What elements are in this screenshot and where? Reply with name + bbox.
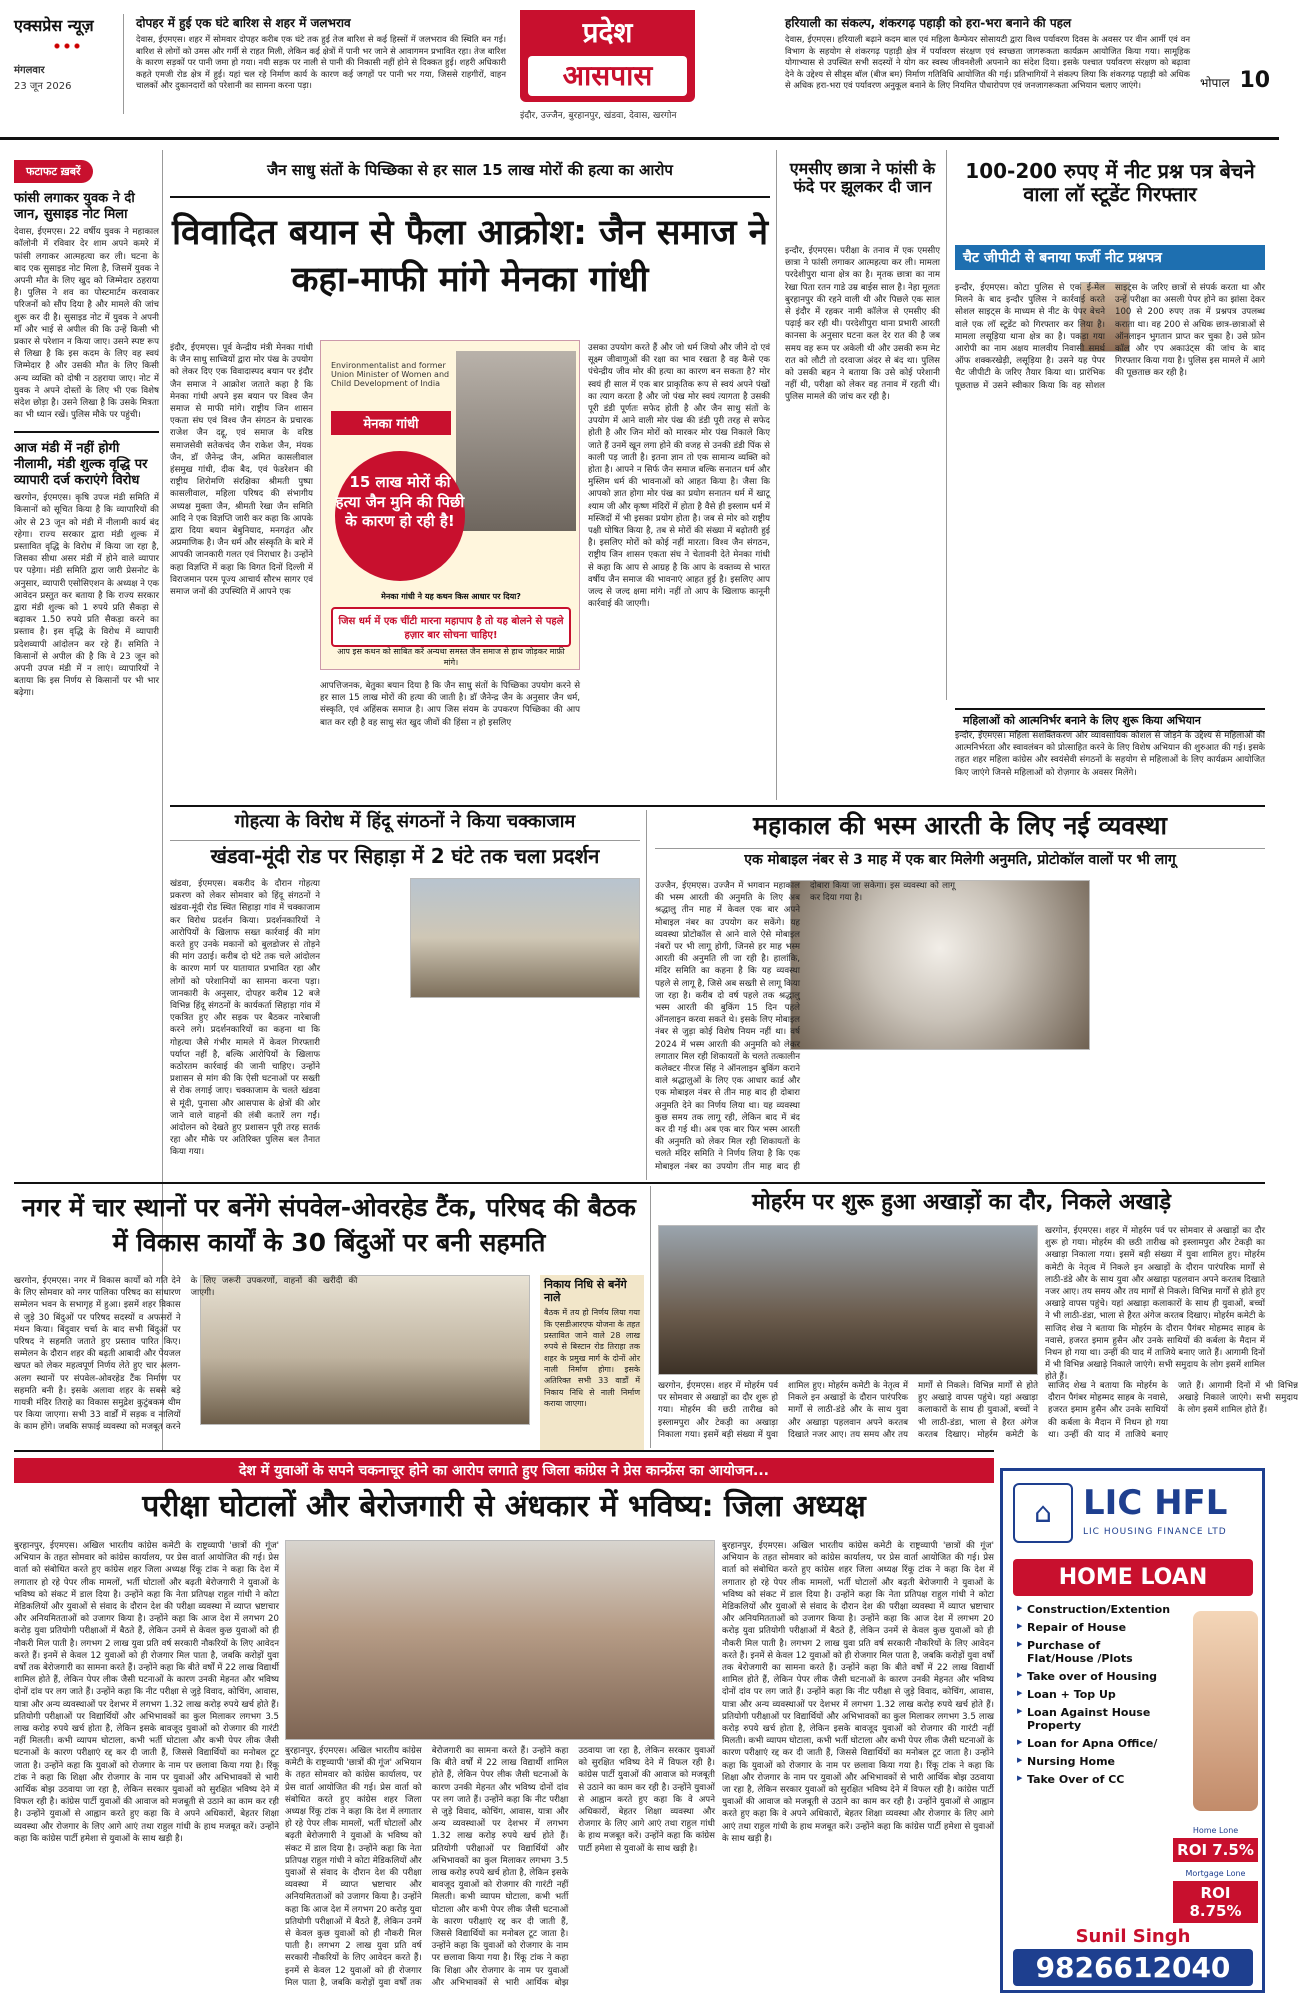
muharram-body-side: खरगोन, ईएमएस। शहर में मोहर्रम पर्व पर सोमवार से अखाड़ों का दौर शुरू हो गया। मोहर्रम की छठी तारीख को इस्लामपुरा और टेकड़ी का अखाड़ा निकाला गया। इसमें बड़ी संख्या में युवा शामिल हुए। मोहर्रम कमेटी के नेतृत्व में निकले इन अखाड़ों के दौरान पारंपरिक मार्गों से लाठी-डंडे और के साथ युवा और अखाड़ा पहलवान अपने करतब दिखाते नजर आए। तय समय और तय मार्गों से निकले। विभिन्न मार्गों से होते हुए अखाड़े वापस पहुंचे। यहां अखाड़ा कलाकारों के साथ ही युवाओं, बच्चों ने भी लाठी-डंडा, भाला से हैरत अंगेज करतब दिखाए। मोहर्रम कमेटी के साजिद शेख ने बताया कि मोहर्रम के दौरान पैगंबर मोहम्मद साहब के नवासे, हजरत इमाम हुसैन और उनके साथियों की कर्बला के मैदान में निधन हो गया था। उन्हीं की याद में ताजिये बनाए जाते हैं। आगामी दिनों में भी विभिन्न अखाड़े निकाले जाएंगे। सभी समुदाय के लोग इसमें शामिल होते हैं। bbox=[1045, 1226, 1265, 1383]
mahakal-headline: महाकाल की भस्म आरती के लिए नई व्यवस्था bbox=[753, 811, 1167, 840]
women-body: इन्दौर, ईएमएस। महिला सशक्तिकरण और व्यावसायिक कौशल से जोड़ने के उद्देश्य से महिलाओं की आत्मनिर्भरता और स्वावलंबन को प्रोत्साहित करने के लिए विशेष अभियान की शुरुआत की गई। इसके तहत शहर महिला कांग्रेस और स्वयंसेवी संगठनों के सहयोग से महिलाओं के लिए कार्यक्रम आयोजित किए जाएंगे जिनसे महिलाओं को रोज़गार के अवसर मिलेंगे। bbox=[955, 731, 1265, 778]
muharram-photo bbox=[658, 1225, 1038, 1375]
house-icon: ⌂ bbox=[1013, 1483, 1073, 1543]
maneka-demand: आप इस कथन को साबित करें अन्यथा समस्त जैन समाज से हाथ जोड़कर माफ़ी मांगे। bbox=[337, 647, 565, 667]
brief2-title: आज मंडी में नहीं होगी नीलामी, मंडी शुल्क वृद्धि पर व्यापारी दर्ज कराएंगे विरोध bbox=[14, 441, 148, 488]
parishad-box-body: बैठक में तय हो निर्णय लिया गया कि एसडीआरएफ योजना के तहत प्रस्तावित जाने वाले 28 लाख रुपये से बिस्टान रोड तिराहा तक शहर के प्रमुख मार्ग के दोनों ओर नाली निर्माण होगा। इसके अतिरिक्त सभी 33 वार्डों में निकाय निधि से नाली निर्माण कराया जाएगा। bbox=[544, 1308, 640, 1409]
issue-day: मंगलवार bbox=[14, 65, 45, 76]
ad-brand-sub: LIC HOUSING FINANCE LTD bbox=[1083, 1527, 1227, 1537]
brief2-body: खरगोन, ईएमएस। कृषि उपज मंडी समिति में किसानों को सूचित किया है कि व्यापारियों की ओर से 23 जून को मंडी में नीलामी कार्य बंद रहेगा। राज्य सरकार द्वारा मंडी शुल्क में प्रस्तावित वृद्धि के विरोध में किया जा रहा है, जिसका सीधा असर मंडी में होने वाले व्यापार पर पड़ेगा। मंडी समिति द्वारा जारी प्रेसनोट के अनुसार, व्यापारी एसोसिएशन के अध्यक्ष ने एक आवेदन प्रस्तुत कर बताया है कि राज्य सरकार द्वारा मंडी शुल्क को 1 रुपये प्रति सैकड़ा से बढ़ाकर 1.50 रुपये प्रति सैकड़ा करने का प्रस्ताव है। इस वृद्धि के विरोध में व्यापारी प्रदेशव्यापी आंदोलन कर रहे हैं। समिति ने किसानों से अपील की है कि वे 23 जून को अपनी उपज मंडी में न लाएं। व्यापारियों ने बताया कि इस निर्णय से किसानों पर भी भार बढ़ेगा। bbox=[14, 493, 159, 699]
page-number bbox=[1200, 68, 1270, 93]
ad-feature: ▶ Loan for Apna Office/ bbox=[1017, 1737, 1167, 1751]
top-left-strip bbox=[136, 14, 506, 92]
maneka-claim: 15 लाख मोरों की हत्या जैन मुनि की पिछी के कारण हो रही है! bbox=[335, 451, 465, 581]
lead-body-col3: उसका उपयोग करते हैं और जो धर्म जियो और जीने दो एवं सूक्ष्म जीवाणुओं की रक्षा का भाव रखता है वह कैसे एक पंचेन्द्रीय जीव मोर की हत्या का कारण बन सकता है? मोर स्वयं ही साल में एक बार प्राकृतिक रूप से स्वयं अपने पंखों का त्याग करता है और जो पंख मोर स्वयं त्यागता है उसकी पूरी डंडी पूर्णतः सफेद होती है और जैन साधु संतों के उपयोग में आने वाली मोर पंख की डंडी पूरी तरह से सफेद होती है और जिन मोरों को मारकर मोर पंख निकाले किए जाते हैं उनमें खून लगा होने की वजह से उनकी डंडी पिंक से काली पड़ जाती है। इतना ज्ञान तो एक सामान्य व्यक्ति को होता है। आपने न सिर्फ जैन समाज बल्कि सनातन धर्म और मुस्लिम धर्म की भावनाओं को आहत किया है। जैसा कि आपको ज्ञात होगा मोर पंख का प्रयोग सनातन धर्म में खाटू श्याम जी और कृष्ण मंदिरों में होता है वैसे ही इस्लाम धर्म में मस्जिदों में भी इसका प्रयोग होता है। जब से मोर को राष्ट्रीय पक्षी घोषित किया है, तब से मोरों की संख्या में बढ़ोतरी हुई है। इसलिए मोरों को कोई नहीं मारता। विश्व जैन संगठन, राष्ट्रीय जिन शासन एकता संघ ने चेतावनी देते मेनका गांधी से कहा कि आप से आग्रह है कि आप के वक्तव्य से भारत वर्षीय जैन समाज की भावनाएं आहत हुई है। इसलिए आप जल्द से जल्द क्षमा मांगे। नहीं तो आप के खिलाफ कानूनी कार्रवाई की जाएगी। bbox=[588, 343, 770, 610]
section-rule bbox=[170, 805, 1265, 807]
brand-block bbox=[14, 14, 124, 114]
lead-kicker: जैन साधु संतों के पिच्छिका से हर साल 15 लाख मोरों की हत्या का आरोप bbox=[267, 161, 673, 179]
ad-feature: ▶ Construction/Extention bbox=[1017, 1603, 1167, 1617]
parishad-headline: नगर में चार स्थानों पर बनेंगे संपवेल-ओवरहेड टैंक, परिषद की बैठक में विकास कार्यों के 30 बिंदुओं पर बनी सहमति bbox=[22, 1193, 636, 1257]
maneka-warning: जिस धर्म में एक चींटी मारना महापाप है तो यह बोलने से पहले हज़ार बार सोचना चाहिए! bbox=[331, 607, 571, 647]
neet-body: इन्दौर, ईएमएस। कोटा पुलिस से एक ई-मेल मिलने के बाद इन्दौर पुलिस ने कार्रवाई करते सोशल साइट्स के माध्यम से नीट के पेपर बेचने वाले एक लॉ स्टूडेंट को गिरफ्तार कर लिया है। मामला लसूड़िया थाना क्षेत्र का है। पकड़ा गया आरोपी का नाम अक्षय मालवीय निवासी समर्थ ऑफ शक्करखेड़ी, लसूड़िया है। उसने यह पेपर चैट जीपीटी के जरिए तैयार किया था। प्रारंभिक पूछताछ में उसने स्वीकार किया कि वह सोशल साइट्स के जरिए छात्रों से संपर्क करता था और उन्हें परीक्षा का असली पेपर होने का झांसा देकर 100 से 200 रुपए तक में प्रश्नपत्र उपलब्ध कराता था। वह 200 से अधिक छात्र-छात्राओं से ऑनलाइन भुगतान प्राप्त कर चुका है। उसे फ़ोन कॉल और एप अकाउंट्स की जांच के बाद गिरफ्तार किया गया है। पुलिस इस मामले में आगे की पूछताछ कर रही है। bbox=[955, 283, 1265, 391]
ad-brand: LIC HFL bbox=[1083, 1483, 1228, 1523]
section-cities: इंदौर, उज्जैन, बुरहानपुर, खंडवा, देवास, खरगोन bbox=[520, 111, 677, 121]
column-divider bbox=[646, 810, 647, 1180]
congress-body-col2: बुरहानपुर, ईएमएस। अखिल भारतीय कांग्रेस कमेटी के राष्ट्रव्यापी 'छात्रों की गूंज' अभियान के तहत सोमवार को कांग्रेस कार्यालय, पर प्रेस वार्ता आयोजित की गई। प्रेस वार्ता को संबोधित करते हुए कांग्रेस शहर जिला अध्यक्ष रिंकू टांक ने कहा कि देश में लगातार हो रहे पेपर लीक मामलों, भर्ती घोटालों और बढ़ती बेरोजगारी ने युवाओं के भविष्य को संकट में डाल दिया है। उन्होंने कहा कि नेता प्रतिपक्ष राहुल गांधी ने कोटा मेडिकलियों और युवाओं से संवाद के दौरान देश की परीक्षा व्यवस्था में व्याप्त भ्रष्टाचार और अनियमितताओं को उजागर किया है। उन्होंने कहा कि आज देश में लगभग 20 करोड़ युवा प्रतियोगी परीक्षाओं में बैठते हैं, लेकिन उनमें से केवल कुछ युवाओं को ही नौकरी मिल पाती है। लगभग 2 लाख युवा प्रति वर्ष सरकारी नौकरियों के लिए आवेदन करते हैं। इनमें से केवल 12 युवाओं को ही रोजगार मिल पाता है, जबकि करोड़ों युवा वर्षों तक बेरोजगारी का सामना करते हैं। उन्होंने कहा कि बीते वर्षों में 22 लाख विद्यार्थी शामिल होते हैं, लेकिन पेपर लीक जैसी घटनाओं के कारण उनकी मेहनत और भविष्य दोनों दांव पर लग जाते हैं। उन्होंने कहा कि नीट परीक्षा से जुड़े विवाद, कोचिंग, आवास, यात्रा और अन्य व्यवस्थाओं पर देशभर में लगभग 1.32 लाख करोड़ रुपये खर्च होते हैं। प्रतियोगी परीक्षाओं पर विद्यार्थियों और अभिभावकों का कुल मिलाकर लगभग 3.5 लाख करोड़ रुपये खर्च होता है, लेकिन इसके बावजूद युवाओं को रोजगार की गारंटी नहीं मिलती। कभी व्यापम घोटाला, कभी भर्ती घोटाला और कभी पेपर लीक जैसी घटनाओं के कारण परीक्षाएं रद्द कर दी जाती हैं, जिससे विद्यार्थियों का मनोबल टूट जाता है। उन्होंने कहा कि युवाओं को रोजगार के नाम पर छलावा किया गया है। रिंकू टांक ने कहा कि शिक्षा और रोजगार के नाम पर युवाओं और अभिभावकों से भारी आर्थिक बोझ उठवाया जा रहा है, लेकिन सरकार युवाओं को सुरक्षित भविष्य देने में विफल रही है। कांग्रेस पार्टी युवाओं की आवाज को मजबूती से उठाने का काम कर रही है। उन्होंने युवाओं से आह्वान करते हुए कहा कि वे अपने अधिकारों, बेहतर शिक्षा व्यवस्था और रोजगार के लिए आगे आएं तथा राहुल गांधी के हाथ मजबूत करें। उन्होंने कहा कि कांग्रेस पार्टी हमेशा से युवाओं के साथ खड़ी है। bbox=[285, 1746, 715, 1988]
maneka-question: मेनका गांधी ने यह कथन किस आधार पर दिया? bbox=[381, 592, 521, 601]
mahakal-subheadline: एक मोबाइल नंबर से 3 माह में एक बार मिलेगी अनुमति, प्रोटोकॉल वालों पर भी लागू bbox=[655, 848, 1265, 868]
ad-feature: ▶ Take over of Housing bbox=[1017, 1670, 1167, 1684]
ad-home-label: Home Lone bbox=[1192, 1826, 1239, 1835]
ad-contact-name: Sunil Singh bbox=[1075, 1926, 1191, 1947]
mca-body: इन्दौर, ईएमएस। परीक्षा के तनाव में एक एमसीए छात्रा ने फांसी लगाकर आत्महत्या कर ली। मामला परदेशीपुरा थाना क्षेत्र का है। मृतक छात्रा का नाम रेखा पिता रतन गाडे उम्र बाईस साल है। नेहा मूलतः बुरहानपुर की रहने वाली थी और पिछले एक साल से इंदौर में रहकर नामी कॉलेज से एमसीए की पढ़ाई कर रही थी। परदेशीपुरा थाना प्रभारी आरती कानसा के अनुसार घटना कल देर रात की है जब समय वह रूम पर अकेली थी और उसकी रूम मेट रात को लौटी तो दरवाजा अंदर से बंद था। पुलिस को उसकी बहन ने बताया कि उसे कोई परेशानी नहीं थी, परीक्षा को लेकर वह तनाव में रहती थी। पुलिस मामले की जांच कर रही है। bbox=[785, 246, 940, 403]
briefs-column bbox=[14, 160, 159, 700]
maneka-name: मेनका गांधी bbox=[331, 411, 451, 435]
briefs-tag: फटाफट ख़बरें bbox=[14, 160, 93, 183]
column-divider bbox=[776, 150, 777, 800]
mca-headline: एमसीए छात्रा ने फांसी के फंदे पर झूलकर दी जान bbox=[789, 159, 936, 197]
ad-mortgage-roi: ROI 8.75% bbox=[1173, 1881, 1258, 1923]
page-city: भोपाल bbox=[1200, 76, 1230, 90]
neet-headline: 100-200 रुपए में नीट प्रश्न पत्र बेचने वाला लॉ स्टूडेंट गिरफ्तार bbox=[965, 159, 1255, 206]
lead-headline: विवादित बयान से फैला आक्रोश: जैन समाज ने कहा-माफी मांगे मेनका गांधी bbox=[171, 213, 769, 301]
strip-left-body: देवास, ईएमएस। शहर में सोमवार दोपहर करीब एक घंटे तक हुई तेज बारिश से कई हिस्सों में जलभराव की स्थिति बन गई। बारिश से लोगों को उमस और गर्मी से राहत मिली, लेकिन कई क्षेत्रों में पानी भर जाने से आवागमन प्रभावित रहा। तेज बारिश के कारण सड़कों पर पानी जमा हो गया। नयी सड़क पर नाली से पानी की निकासी नहीं होने से दिक्कत हुई। शहरी अधिकारी कहते एमजी रोड क्षेत्र में हुई। यहां चल रहे निर्माण कार्य के कारण कई जगहों पर पानी भर गया, जिससे राहगीरों, वाहन चालकों और दुकानदारों को परेशानी का सामना करना पड़ा। bbox=[136, 34, 506, 91]
lead-body-col2: आपत्तिजनक, बेतुका बयान दिया है कि जैन साधु संतों के पिच्छिका उपयोग करने से हर साल 15 लाख मोरों की हत्या की जाती है। डॉ जैनेन्द्र जैन के अनुसार जैन धर्म, संस्कृति, एवं अहिंसक समाज है। आप जिस संयम के उपकरण पिच्छिका की आप बात कर रही है वह साधु संत खुद जीवों की हिंसा न हो इसलिए bbox=[320, 681, 580, 728]
congress-body-col1: बुरहानपुर, ईएमएस। अखिल भारतीय कांग्रेस कमेटी के राष्ट्रव्यापी 'छात्रों की गूंज' अभियान के तहत सोमवार को कांग्रेस कार्यालय, पर प्रेस वार्ता आयोजित की गई। प्रेस वार्ता को संबोधित करते हुए कांग्रेस शहर जिला अध्यक्ष रिंकू टांक ने कहा कि देश में लगातार हो रहे पेपर लीक मामलों, भर्ती घोटालों और बढ़ती बेरोजगारी ने युवाओं के भविष्य को संकट में डाल दिया है। उन्होंने कहा कि नेता प्रतिपक्ष राहुल गांधी ने कोटा मेडिकलियों और युवाओं से संवाद के दौरान देश की परीक्षा व्यवस्था में व्याप्त भ्रष्टाचार और अनियमितताओं को उजागर किया है। उन्होंने कहा कि आज देश में लगभग 20 करोड़ युवा प्रतियोगी परीक्षाओं में बैठते हैं, लेकिन उनमें से केवल कुछ युवाओं को ही नौकरी मिल पाती है। लगभग 2 लाख युवा प्रति वर्ष सरकारी नौकरियों के लिए आवेदन करते हैं। इनमें से केवल 12 युवाओं को ही रोजगार मिल पाता है, जबकि करोड़ों युवा वर्षों तक बेरोजगारी का सामना करते हैं। उन्होंने कहा कि बीते वर्षों में 22 लाख विद्यार्थी शामिल होते हैं, लेकिन पेपर लीक जैसी घटनाओं के कारण उनकी मेहनत और भविष्य दोनों दांव पर लग जाते हैं। उन्होंने कहा कि नीट परीक्षा से जुड़े विवाद, कोचिंग, आवास, यात्रा और अन्य व्यवस्थाओं पर देशभर में लगभग 1.32 लाख करोड़ रुपये खर्च होते हैं। प्रतियोगी परीक्षाओं पर विद्यार्थियों और अभिभावकों का कुल मिलाकर लगभग 3.5 लाख करोड़ रुपये खर्च होता है, लेकिन इसके बावजूद युवाओं को रोजगार की गारंटी नहीं मिलती। कभी व्यापम घोटाला, कभी भर्ती घोटाला और कभी पेपर लीक जैसी घटनाओं के कारण परीक्षाएं रद्द कर दी जाती हैं, जिससे विद्यार्थियों का मनोबल टूट जाता है। उन्होंने कहा कि युवाओं को रोजगार के नाम पर छलावा किया गया है। रिंकू टांक ने कहा कि शिक्षा और रोजगार के नाम पर युवाओं और अभिभावकों से भारी आर्थिक बोझ उठवाया जा रहा है, लेकिन सरकार युवाओं को सुरक्षित भविष्य देने में विफल रही है। कांग्रेस पार्टी युवाओं की आवाज को मजबूती से उठाने का काम कर रही है। उन्होंने युवाओं से आह्वान करते हुए कहा कि वे अपने अधिकारों, बेहतर शिक्षा व्यवस्था और रोजगार के लिए आगे आएं तथा राहुल गांधी के हाथ मजबूत करें। उन्होंने कहा कि कांग्रेस पार्टी हमेशा से युवाओं के साथ खड़ी है। bbox=[14, 1541, 279, 1844]
section-title-line2: आसपास bbox=[528, 56, 687, 96]
strip-left-title: दोपहर में हुई एक घंटे बारिश से शहर में जलभराव bbox=[136, 16, 351, 30]
gau-headline: गोहत्या के विरोध में हिंदू संगठनों ने किया चक्काजाम bbox=[234, 811, 576, 832]
brand-name: एक्सप्रेस न्यूज़ bbox=[14, 16, 94, 35]
muharram-headline: मोहर्रम पर शुरू हुआ अखाड़ों का दौर, निकले अखाड़े bbox=[752, 1190, 1171, 1215]
ad-product: HOME LOAN bbox=[1013, 1559, 1253, 1596]
gau-subheadline: खंडवा-मूंदी रोड पर सिहाड़ा में 2 घंटे तक चला प्रदर्शन bbox=[170, 840, 640, 868]
column-divider bbox=[650, 1186, 651, 1448]
ad-family-photo bbox=[1193, 1611, 1258, 1811]
maneka-graphic bbox=[320, 340, 580, 670]
gau-body: खंडवा, ईएमएस। बकरीद के दौरान गोहत्या प्रकरण को लेकर सोमवार को हिंदू संगठनों ने खंडवा-मूंदी रोड स्थित सिहाड़ा गांव में चक्काजाम कर विरोध प्रदर्शन किया। प्रदर्शनकारियों ने आरोपियों के खिलाफ सख्त कार्रवाई की मांग करते हुए उनके मकानों को बुलडोजर से तोड़ने की मांग उठाई। करीब दो घंटे तक चले आंदोलन के कारण मार्ग पर यातायात प्रभावित रहा और लोगों को परेशानियों का सामना करना पड़ा। जानकारी के अनुसार, दोपहर करीब 12 बजे विभिन्न हिंदू संगठनों के कार्यकर्ता सिहाड़ा गांव में एकत्रित हुए और सड़क पर बैठकर नारेबाजी करने लगे। प्रदर्शनकारियों का कहना था कि गोहत्या जैसे गंभीर मामले में केवल गिरफ्तारी पर्याप्त नहीं है, बल्कि आरोपियों के खिलाफ कठोरतम कार्रवाई की जानी चाहिए। उन्होंने प्रशासन से मांग की कि ऐसी घटनाओं पर सख्ती से रोक लगाई जाए। चक्काजाम के चलते खंडवा से मूंदी, पुनासा और आसपास के क्षेत्रों की ओर जाने वाले वाहनों की लंबी कतारें लग गईं। आंदोलन को देखते हुए प्रशासन पूरी तरह सतर्क रहा और मौके पर अतिरिक्त पुलिस बल तैनात किया गया। bbox=[170, 879, 320, 1158]
parishad-box-title: निकाय निधि से बनेंगे नाले bbox=[544, 1278, 627, 1304]
maneka-caption: Environmentalist and former Union Minister of Women and Child Development of India bbox=[331, 361, 450, 388]
masthead bbox=[0, 0, 1279, 140]
congress-photo bbox=[285, 1540, 715, 1740]
mahakal-body: उज्जैन, ईएमएस। उज्जैन में भगवान महाकाल की भस्म आरती की अनुमति के लिए अब श्रद्धालु तीन माह में केवल एक बार अपने मोबाइल नंबर का उपयोग कर सकेंगे। यह व्यवस्था प्रोटोकॉल से आने वाले ऐसे मोबाइल नंबरों पर भी लागू होगी, जिनसे हर माह भस्म आरती की अनुमति ली जा रही है। हालांकि, मंदिर समिति का कहना है कि यह व्यवस्था पहले से लागू है, जिसे अब सख्ती से लागू किया जा रहा है। करीब दो वर्ष पहले तक श्रद्धालु भस्म आरती की बुकिंग 15 दिन पहले ऑनलाइन करवा सकते थे। इसके लिए मोबाइल नंबर से जुड़ा कोई विशेष नियम नहीं था। वर्ष 2024 में भस्म आरती की अनुमति को लेकर लगातार मिल रही शिकायतों के चलते तत्कालीन कलेक्टर नीरज सिंह ने ऑनलाइन बुकिंग कराने वाले श्रद्धालुओं के लिए एक आधार कार्ड और एक मोबाइल नंबर से तीन माह बाद ही दोबारा अनुमति देने का निर्णय लिया था। यह व्यवस्था कुछ समय तक लागू रही, लेकिन बाद में बंद कर दी गई थी। अब एक बार फिर भस्म आरती की अनुमति को लेकर मिल रही शिकायतों के चलते मंदिर समिति ने निर्णय लिया है कि एक मोबाइल नंबर का उपयोग तीन माह बाद ही दोबारा किया जा सकेगा। इस व्यवस्था को लागू कर दिया गया है। bbox=[655, 881, 955, 1172]
section-rule bbox=[14, 1450, 994, 1452]
parishad-box bbox=[540, 1275, 644, 1451]
brief1-body: देवास, ईएमएस। 22 वर्षीय युवक ने महाकाल कॉलोनी में रविवार देर शाम अपने कमरे में फांसी लगाकर आत्महत्या कर ली। घटना के बाद एक सुसाइड नोट मिला है, जिसमें युवक ने अपनी मौत के लिए खुद को जिम्मेदार ठहराया है। पुलिस ने शव का पोस्टमार्टम करवाकर परिजनों को सौंप दिया है और मामले की जांच शुरू कर दी है। सुसाइड नोट में युवक ने अपनी माँ और भाई से अपील की कि उन्हें किसी भी प्रकार से परेशान न किया जाए। उसने स्पष्ट रूप से लिखा है कि इस कदम के लिए वह स्वयं जिम्मेदार है और उसकी मौत के लिए किसी अन्य व्यक्ति को दोषी न ठहराया जाए। नोट में युवक ने अपने दोस्तों के लिए भी एक विशेष संदेश छोड़ा है। उसने लिखा है कि उसके मित्रता का भी ध्यान रखें। पुलिस मौके पर पहुंची। bbox=[14, 227, 159, 421]
ad-feature: ▶ Repair of House bbox=[1017, 1621, 1167, 1635]
lead-rule bbox=[170, 196, 770, 198]
ad-feature: ▶ Nursing Home bbox=[1017, 1755, 1167, 1769]
lic-hfl-ad[interactable] bbox=[1000, 1468, 1265, 1993]
congress-kicker: देश में युवाओं के सपने चकनाचूर होने का आरोप लगाते हुए जिला कांग्रेस ने प्रेस कान्फ्रेंस का आयोजन... bbox=[14, 1458, 994, 1483]
congress-body-col3: बुरहानपुर, ईएमएस। अखिल भारतीय कांग्रेस कमेटी के राष्ट्रव्यापी 'छात्रों की गूंज' अभियान के तहत सोमवार को कांग्रेस कार्यालय, पर प्रेस वार्ता आयोजित की गई। प्रेस वार्ता को संबोधित करते हुए कांग्रेस शहर जिला अध्यक्ष रिंकू टांक ने कहा कि देश में लगातार हो रहे पेपर लीक मामलों, भर्ती घोटालों और बढ़ती बेरोजगारी ने युवाओं के भविष्य को संकट में डाल दिया है। उन्होंने कहा कि नेता प्रतिपक्ष राहुल गांधी ने कोटा मेडिकलियों और युवाओं से संवाद के दौरान देश की परीक्षा व्यवस्था में व्याप्त भ्रष्टाचार और अनियमितताओं को उजागर किया है। उन्होंने कहा कि आज देश में लगभग 20 करोड़ युवा प्रतियोगी परीक्षाओं में बैठते हैं, लेकिन उनमें से केवल कुछ युवाओं को ही नौकरी मिल पाती है। लगभग 2 लाख युवा प्रति वर्ष सरकारी नौकरियों के लिए आवेदन करते हैं। इनमें से केवल 12 युवाओं को ही रोजगार मिल पाता है, जबकि करोड़ों युवा वर्षों तक बेरोजगारी का सामना करते हैं। उन्होंने कहा कि बीते वर्षों में 22 लाख विद्यार्थी शामिल होते हैं, लेकिन पेपर लीक जैसी घटनाओं के कारण उनकी मेहनत और भविष्य दोनों दांव पर लग जाते हैं। उन्होंने कहा कि नीट परीक्षा से जुड़े विवाद, कोचिंग, आवास, यात्रा और अन्य व्यवस्थाओं पर देशभर में लगभग 1.32 लाख करोड़ रुपये खर्च होते हैं। प्रतियोगी परीक्षाओं पर विद्यार्थियों और अभिभावकों का कुल मिलाकर लगभग 3.5 लाख करोड़ रुपये खर्च होता है, लेकिन इसके बावजूद युवाओं को रोजगार की गारंटी नहीं मिलती। कभी व्यापम घोटाला, कभी भर्ती घोटाला और कभी पेपर लीक जैसी घटनाओं के कारण परीक्षाएं रद्द कर दी जाती हैं, जिससे विद्यार्थियों का मनोबल टूट जाता है। उन्होंने कहा कि युवाओं को रोजगार के नाम पर छलावा किया गया है। रिंकू टांक ने कहा कि शिक्षा और रोजगार के नाम पर युवाओं और अभिभावकों से भारी आर्थिक बोझ उठवाया जा रहा है, लेकिन सरकार युवाओं को सुरक्षित भविष्य देने में विफल रही है। कांग्रेस पार्टी युवाओं की आवाज को मजबूती से उठाने का काम कर रही है। उन्होंने युवाओं से आह्वान करते हुए कहा कि वे अपने अधिकारों, बेहतर शिक्षा व्यवस्था और रोजगार के लिए आगे आएं तथा राहुल गांधी के हाथ मजबूत करें। उन्होंने कहा कि कांग्रेस पार्टी हमेशा से युवाओं के साथ खड़ी है। bbox=[722, 1541, 994, 1844]
section-rule bbox=[14, 1182, 1265, 1184]
congress-headline: परीक्षा घोटालों और बेरोजगारी से अंधकार में भविष्य: जिला अध्यक्ष bbox=[142, 1489, 866, 1524]
ad-feature: ▶ Purchase of Flat/House /Plots bbox=[1017, 1639, 1167, 1667]
ad-contact-phone[interactable]: 9826612040 bbox=[1013, 1949, 1253, 1986]
top-right-strip bbox=[785, 14, 1190, 92]
strip-right-body: देवास, ईएमएस। हरियाली बढ़ाने कदम बाल एवं महिला कैम्फेयर सोसायटी द्वारा विश्व पर्यावरण दिवस के अवसर पर वीन आर्मी एवं वन विभाग के सहयोग से शंकरगढ़ पहाड़ी क्षेत्र में पर्यावरण संरक्षण एवं स्वच्छता जागरूकता कार्यक्रम आयोजित किया गया। सामूहिक योगाभ्यास से उपस्थित सभी सदस्यों ने योग कर स्वस्थ जीवनशैली अपनाने का संदेश दिया। इसके पश्चात पर्यावरण संरक्षण को बढ़ावा देने के उद्देश्य से सीड्स बॉल (बीज बम) निर्माण गतिविधि आयोजित की गई। प्रतिभागियों ने संकल्प लिया कि शंकरगढ़ पहाड़ी को अधिक से अधिक हरा-भरा एवं पर्यावरण अनुकूल बनाने के लिए नियमित पौधारोपण एवं जनजागरूकता अभियान चलाए जाएंगे। bbox=[785, 34, 1190, 91]
ad-home-roi: ROI 7.5% bbox=[1173, 1838, 1258, 1862]
section-banner bbox=[520, 10, 695, 102]
ad-feature-list bbox=[1017, 1603, 1171, 1790]
section-title-line1: प्रदेश bbox=[582, 16, 633, 49]
issue-date: 23 जून 2026 bbox=[14, 81, 72, 92]
ad-feature: ▶ Take Over of CC bbox=[1017, 1773, 1167, 1787]
women-headline: महिलाओं को आत्मनिर्भर बनाने के लिए शुरू किया अभियान bbox=[955, 708, 1265, 732]
ad-mortgage-label: Mortgage Lone bbox=[1185, 1869, 1246, 1878]
muharram-body: खरगोन, ईएमएस। शहर में मोहर्रम पर्व पर सोमवार से अखाड़ों का दौर शुरू हो गया। मोहर्रम की छठी तारीख को इस्लामपुरा और टेकड़ी का अखाड़ा निकाला गया। इसमें बड़ी संख्या में युवा शामिल हुए। मोहर्रम कमेटी के नेतृत्व में निकले इन अखाड़ों के दौरान पारंपरिक मार्गों से लाठी-डंडे और के साथ युवा और अखाड़ा पहलवान अपने करतब दिखाते नजर आए। तय समय और तय मार्गों से निकले। विभिन्न मार्गों से होते हुए अखाड़े वापस पहुंचे। यहां अखाड़ा कलाकारों के साथ ही युवाओं, बच्चों ने भी लाठी-डंडा, भाला से हैरत अंगेज करतब दिखाए। मोहर्रम कमेटी के साजिद शेख ने बताया कि मोहर्रम के दौरान पैगंबर मोहम्मद साहब के नवासे, हजरत इमाम हुसैन और उनके साथियों की कर्बला के मैदान में निधन हो गया था। उन्हीं की याद में ताजिये बनाए जाते हैं। आगामी दिनों में भी विभिन्न अखाड़े निकाले जाएंगे। सभी समुदाय के लोग इसमें शामिल होते हैं। bbox=[658, 1381, 1298, 1440]
neet-subheadline: चैट जीपीटी से बनाया फर्जी नीट प्रश्नपत्र bbox=[955, 245, 1265, 270]
parishad-body: खरगोन, ईएमएस। नगर में विकास कार्यों को गति देने के लिए सोमवार को नगर पालिका परिषद का साधारण सम्मेलन भवन के सभागृह में हुआ। इसमें शहर विकास से जुड़े 30 बिंदुओं पर परिषद सदस्यों व अफसरों ने मंथन किया। बिंदुवार चर्चा के बाद सभी बिंदुओं पर परिषद ने सहमति जताते हुए प्रस्ताव पारित किए। सम्मेलन के दौरान शहर की बढ़ती आबादी और पेयजल खपत को लेकर महत्वपूर्ण निर्णय लेते हुए चार अलग-अलग स्थानों पर संपवेल-ओवरहेड टैंक निर्माण पर सहमति बनी है। इसके अलावा शहर के सबसे बड़े गायत्री मंदिर तिराहे का विकास समुद्रेश कुटुंबकम थीम पर किया जाएगा। सभी 33 वार्डों में सड़क व नालियों के काम होंगे। जबकि सफाई व्यवस्था को मजबूत करने के लिए जरूरी उपकरणों, वाहनों की खरीदी की जाएगी। bbox=[14, 1276, 358, 1433]
brief-divider bbox=[14, 431, 159, 433]
column-divider bbox=[946, 150, 947, 700]
strip-right-title: हरियाली का संकल्प, शंकरगढ़ पहाड़ी को हरा-भरा बनाने की पहल bbox=[785, 16, 1072, 30]
brand-dots-icon bbox=[52, 42, 82, 50]
lead-body-col1: इंदौर, ईएमएस। पूर्व केन्द्रीय मंत्री मेनका गांधी के जैन साधु साध्वियों द्वारा मोर पंख के उपयोग को लेकर दिए एक विवादास्पद बयान पर इंदौर जैन समाज ने आक्रोश जताते कहा है कि मेनका गांधी अपने इस बयान पर विश्व जैन समाज से माफी मांगे। राष्ट्रीय जिन शासन एकता संघ एवं विश्व जैन संगठन के प्रचारक राजेश जैन दद्दू, एवं समाज के वरिष्ठ समाजसेवी सतेकचंद जैन राकेश जैन, मंयक जैन, डॉ जैनेन्द्र जैन, अमित कासलीवाल हंसमुख गांधी, दीक बैद, एवं फेडरेशन की राष्ट्रीय शिरोमणि संरक्षिका श्रीमती पुष्पा कासलीवाल, महिला परिषद की संभागीय अध्यक्ष मुक्ता जैन, श्रीमती रेखा जैन समिति आदि ने एक विज्ञप्ति जारी कर कहा कि आपके द्वारा दिया बयान बेबुनियाद, मनगढ़ंत और अप्रमाणिक है। जैन धर्म और संस्कृति के बारे में आपकी जानकारी गलत एवं निराधार है। उन्होंने कहा विज्ञप्ति में कहा कि विगत दिनों दिल्ली में विराजमान परम पूज्य आचार्य सौरभ सागर एवं समाज जनों की उपस्थिति में आपने एक bbox=[170, 343, 313, 598]
page-number-value: 10 bbox=[1239, 68, 1271, 93]
brief1-title: फांसी लगाकर युवक ने दी जान, सुसाइड नोट मिला bbox=[14, 191, 135, 222]
maneka-photo bbox=[456, 351, 576, 531]
ad-feature: ▶ Loan + Top Up bbox=[1017, 1688, 1167, 1702]
ad-feature: ▶ Loan Against House Property bbox=[1017, 1706, 1167, 1734]
